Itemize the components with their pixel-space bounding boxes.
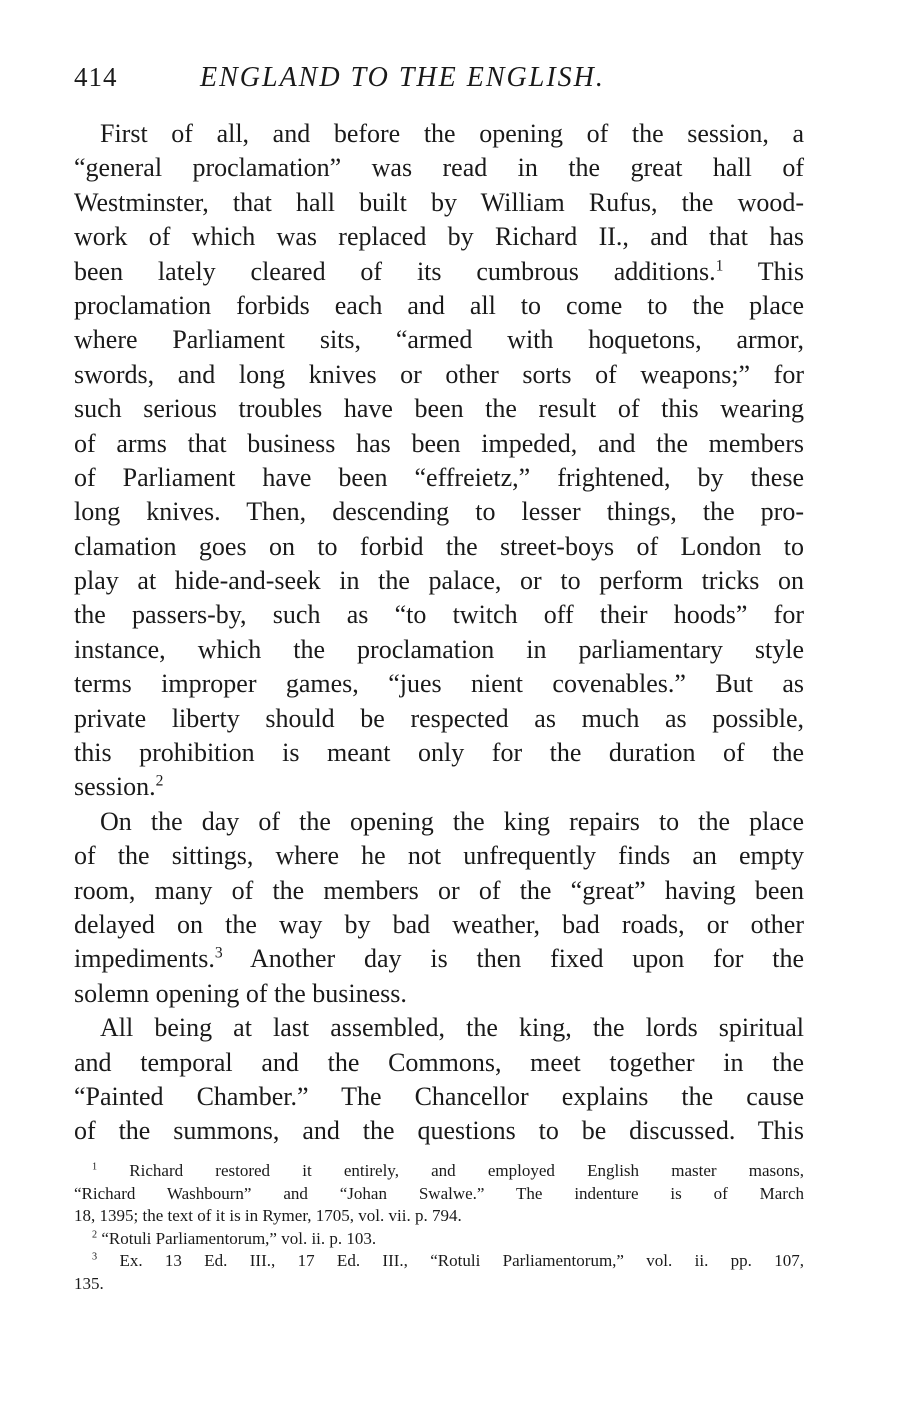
footnote-mark: 2 xyxy=(92,1228,98,1240)
text-line: private liberty should be respected as much as possible, xyxy=(74,703,804,733)
text-line-with-note xyxy=(74,770,804,804)
footnote-line: 18, 1395; the text of it is in Rymer, 1705, vol. vii. p. 794. xyxy=(74,1206,462,1225)
text-fragment: This xyxy=(757,256,805,286)
text-line: First of all, and before the opening of the session, a xyxy=(100,119,804,148)
footnote-text: Ex. 13 Ed. III., 17 Ed. III., “Rotuli Parliamentorum,” vol. ii. pp. 107, xyxy=(119,1251,805,1270)
text-line: this prohibition is meant only for the duration of the xyxy=(74,738,804,768)
text-line: instance, which the proclamation in parliamentary style xyxy=(74,634,804,664)
text-line: the passers-by, such as “to twitch off their hoods” for xyxy=(74,600,804,630)
text-line: room, many of the members or of the “great” having been xyxy=(74,875,804,905)
body-text xyxy=(74,117,804,1149)
footnote-2 xyxy=(74,1228,804,1251)
footnote-text: “Rotuli Parliamentorum,” vol. ii. p. 103. xyxy=(101,1228,377,1248)
text-line: of the sittings, where he not unfrequently finds an empty xyxy=(74,841,804,871)
text-fragment: been lately cleared of its cumbrous additions. xyxy=(74,256,716,286)
text-line: work of which was replaced by Richard II., and that has xyxy=(74,222,804,252)
text-line: “Painted Chamber.” The Chancellor explains the cause xyxy=(74,1081,804,1111)
running-title: ENGLAND TO THE ENGLISH. xyxy=(200,62,605,93)
note-reference: 1 xyxy=(715,256,724,274)
page-header xyxy=(74,62,814,102)
text-line: “general proclamation” was read in the great hall of xyxy=(74,153,804,183)
text-line: terms improper games, “jues nient covenables.” But as xyxy=(74,669,804,699)
footnote-mark: 3 xyxy=(92,1251,98,1263)
text-line: solemn opening of the business. xyxy=(74,978,407,1008)
footnote-1 xyxy=(74,1160,804,1183)
text-line: of the summons, and the questions to be discussed. This xyxy=(74,1116,804,1146)
page-number: 414 xyxy=(74,62,118,92)
footnote-line: 135. xyxy=(74,1273,104,1293)
text-fragment: Another day is then fixed upon for the xyxy=(250,944,804,974)
text-line: such serious troubles have been the result of this wearing xyxy=(74,394,804,424)
text-line: swords, and long knives or other sorts of weapons;” for xyxy=(74,359,804,389)
text-fragment: session. xyxy=(74,772,156,802)
footnotes xyxy=(74,1160,804,1295)
footnote-3 xyxy=(74,1250,804,1273)
note-reference: 3 xyxy=(214,944,223,962)
note-reference: 2 xyxy=(155,772,164,790)
text-line: play at hide-and-seek in the palace, or to perform tricks on xyxy=(74,566,804,596)
text-line: All being at last assembled, the king, the lords spiritual xyxy=(100,1013,804,1043)
text-line: clamation goes on to forbid the street-boys of London to xyxy=(74,531,804,561)
text-line: Westminster, that hall built by William Rufus, the wood- xyxy=(74,187,804,217)
text-line-with-note xyxy=(74,942,804,976)
text-line: long knives. Then, descending to lesser things, the pro- xyxy=(74,497,804,527)
text-line: On the day of the opening the king repairs to the place xyxy=(100,806,804,836)
text-line: delayed on the way by bad weather, bad roads, or other xyxy=(74,909,804,939)
footnote-mark: 1 xyxy=(92,1161,98,1173)
text-line-with-note xyxy=(74,255,804,289)
text-fragment: impediments. xyxy=(74,944,215,974)
text-line: of arms that business has been impeded, and the members xyxy=(74,428,804,458)
footnote-text: Richard restored it entirely, and employed English master masons, xyxy=(129,1161,804,1180)
text-line: and temporal and the Commons, meet together in the xyxy=(74,1047,804,1077)
footnote-line: “Richard Washbourn” and “Johan Swalwe.” The indenture is of March xyxy=(74,1183,804,1203)
text-line: of Parliament have been “effreietz,” frightened, by these xyxy=(74,462,804,492)
text-line: where Parliament sits, “armed with hoquetons, armor, xyxy=(74,325,804,355)
text-line: proclamation forbids each and all to come to the place xyxy=(74,290,804,320)
